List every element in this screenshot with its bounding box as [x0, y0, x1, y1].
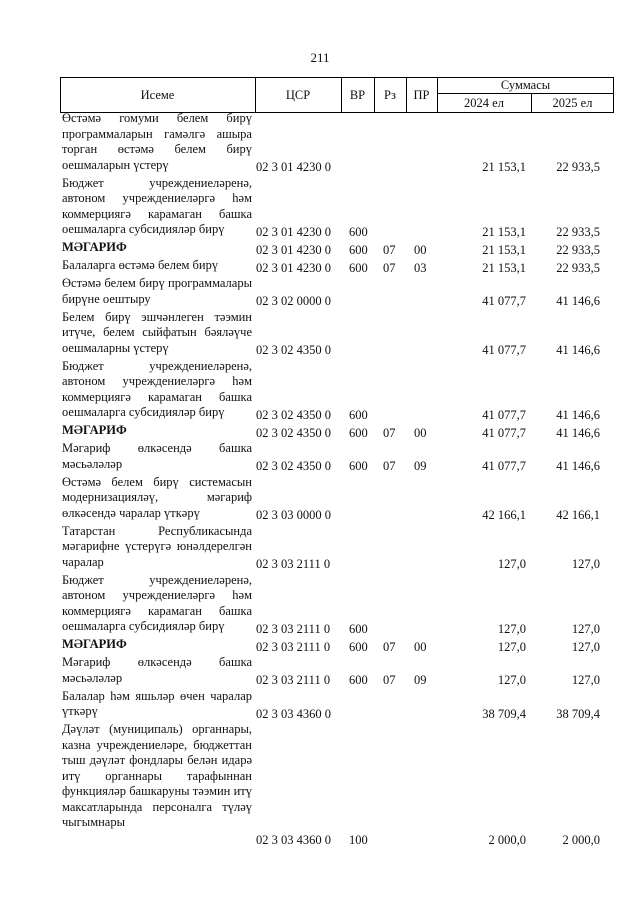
table-row [60, 176, 614, 241]
row-csr: 02 3 03 2111 0 [256, 673, 331, 687]
table-row [60, 524, 614, 573]
row-name: Татарстан Республикасында мәгарифне үстерүгә юнәлдерелгән чаралар [62, 523, 252, 569]
row-csr: 02 3 02 0000 0 [256, 294, 331, 308]
table-body [60, 111, 614, 849]
table-row [60, 258, 614, 276]
row-sum-2024: 21 153,1 [482, 260, 526, 275]
header-csr: ЦСР [285, 87, 311, 102]
row-name: Бюджет учреждениеләренә, автоном учреждениеләргә һәм коммерциягә карамаган башка оешмаларга субсидияләр бирү [62, 572, 252, 633]
row-name: Бюджет учреждениеләренә, автоном учреждениеләргә һәм коммерциягә карамаган башка оешмаларга субсидияләр бирү [62, 175, 252, 236]
row-pr: 03 [414, 260, 427, 275]
row-sum-2024: 41 077,7 [482, 294, 526, 308]
row-name: Өстәмә белем бирү программалары бирүне оештыру [62, 276, 252, 306]
row-name: МӘГАРИФ [62, 637, 127, 651]
row-sum-2025: 2 000,0 [562, 833, 600, 847]
header-name: Исеме [140, 87, 175, 102]
row-sum-2025: 127,0 [571, 639, 600, 654]
table-row [60, 722, 614, 849]
row-name: Мәгариф өлкәсендә башка мәсьәләләр [62, 655, 252, 685]
row-rz: 07 [383, 673, 396, 687]
row-sum-2024: 41 077,7 [482, 459, 526, 473]
row-sum-2024: 21 153,1 [482, 160, 526, 174]
row-vr: 100 [349, 833, 368, 847]
row-vr: 600 [349, 673, 368, 687]
row-sum-2024: 21 153,1 [482, 242, 526, 257]
row-vr: 600 [349, 459, 368, 473]
table-row [60, 310, 614, 359]
row-vr: 600 [349, 260, 368, 275]
table-row [60, 689, 614, 723]
row-name: Мәгариф өлкәсендә башка мәсьәләләр [62, 441, 252, 471]
row-vr: 600 [349, 621, 368, 636]
row-name: Дәүләт (муниципаль) органнары, казна учреждениеләре, бюджеттан тыш дәүләт фондлары белән идарә итү органнары тарафыннан функцияләр башкаруны тәэмин итү максатларында персоналга түләү чыгымнары [62, 722, 252, 829]
row-csr: 02 3 02 4350 0 [256, 343, 331, 357]
row-sum-2024: 127,0 [497, 639, 526, 654]
row-name: Өстәмә гомуми белем бирү программаларын гамәлгә ашыра торган өстәмә белем бирү оешмаларын үстерү [62, 111, 252, 172]
header-rz: Рз [384, 87, 396, 102]
row-sum-2024: 127,0 [497, 673, 526, 687]
row-pr: 09 [414, 673, 427, 687]
table-row [60, 637, 614, 655]
row-csr: 02 3 02 4350 0 [256, 425, 331, 440]
row-rz: 07 [383, 425, 396, 440]
row-sum-2024: 41 077,7 [482, 407, 526, 422]
table-row [60, 655, 614, 689]
row-sum-2024: 41 077,7 [482, 343, 526, 357]
row-sum-2024: 127,0 [497, 557, 526, 571]
row-sum-2024: 41 077,7 [482, 425, 526, 440]
row-rz: 07 [383, 260, 396, 275]
row-sum-2024: 2 000,0 [488, 833, 526, 847]
row-sum-2025: 41 146,6 [556, 294, 600, 308]
row-csr: 02 3 01 4230 0 [256, 224, 331, 239]
table-row [60, 475, 614, 524]
row-sum-2025: 22 933,5 [556, 242, 600, 257]
row-sum-2024: 38 709,4 [482, 706, 526, 721]
row-vr: 600 [349, 425, 368, 440]
header-sums: Суммасы [500, 77, 551, 92]
row-sum-2025: 41 146,6 [556, 343, 600, 357]
row-vr: 600 [349, 407, 368, 422]
row-pr: 09 [414, 459, 427, 473]
row-csr: 02 3 03 2111 0 [256, 621, 331, 636]
row-sum-2024: 21 153,1 [482, 224, 526, 239]
row-vr: 600 [349, 639, 368, 654]
row-pr: 00 [414, 639, 427, 654]
row-csr: 02 3 03 4360 0 [256, 706, 331, 721]
header-year-2025: 2025 ел [552, 96, 593, 110]
row-sum-2025: 22 933,5 [556, 260, 600, 275]
table-row [60, 359, 614, 424]
row-name: МӘГАРИФ [62, 423, 127, 437]
row-sum-2025: 41 146,6 [556, 407, 600, 422]
row-sum-2024: 42 166,1 [482, 508, 526, 522]
row-csr: 02 3 01 4230 0 [256, 160, 331, 174]
row-rz: 07 [383, 639, 396, 654]
row-csr: 02 3 03 0000 0 [256, 508, 331, 522]
header-pr: ПР [413, 87, 430, 102]
row-sum-2025: 38 709,4 [556, 706, 600, 721]
page-number: 211 [310, 50, 330, 65]
row-csr: 02 3 03 2111 0 [256, 557, 331, 571]
row-name: Балалар һәм яшьләр өчен чаралар үткәрү [62, 688, 252, 718]
row-name: Бюджет учреждениеләренә, автоном учреждениеләргә һәм коммерциягә карамаган башка оешмаларга субсидияләр бирү [62, 358, 252, 419]
row-vr: 600 [349, 224, 368, 239]
row-name: Балаларга өстәмә белем бирү [62, 258, 219, 272]
row-name: Өстәмә белем бирү системасын модернизацияләү, мәгариф өлкәсендә чаралар үткәрү [62, 474, 252, 520]
row-pr: 00 [414, 425, 427, 440]
row-sum-2024: 127,0 [497, 621, 526, 636]
row-sum-2025: 41 146,6 [556, 425, 600, 440]
row-rz: 07 [383, 242, 396, 257]
row-csr: 02 3 01 4230 0 [256, 242, 331, 257]
row-csr: 02 3 01 4230 0 [256, 260, 331, 275]
row-csr: 02 3 03 2111 0 [256, 639, 331, 654]
row-name: МӘГАРИФ [62, 240, 127, 254]
row-sum-2025: 22 933,5 [556, 224, 600, 239]
header-vr: ВР [349, 87, 366, 102]
row-csr: 02 3 02 4350 0 [256, 407, 331, 422]
row-pr: 00 [414, 242, 427, 257]
table-row [60, 240, 614, 258]
row-sum-2025: 127,0 [571, 557, 600, 571]
table-row [60, 441, 614, 475]
row-name: Белем бирү эшчәнлеген тәэмин итүче, белем сыйфатын бәяләүче оешмаларны үстерү [62, 309, 252, 355]
header-year-2024: 2024 ел [464, 96, 504, 110]
row-sum-2025: 127,0 [571, 621, 600, 636]
row-csr: 02 3 03 4360 0 [256, 833, 331, 847]
table-row [60, 111, 614, 176]
row-csr: 02 3 02 4350 0 [256, 459, 331, 473]
row-sum-2025: 42 166,1 [556, 508, 600, 522]
table-row [60, 423, 614, 441]
table-row [60, 276, 614, 310]
row-sum-2025: 41 146,6 [556, 459, 600, 473]
row-sum-2025: 22 933,5 [556, 160, 600, 174]
row-sum-2025: 127,0 [571, 673, 600, 687]
row-vr: 600 [349, 242, 368, 257]
row-rz: 07 [383, 459, 396, 473]
table-row [60, 573, 614, 638]
